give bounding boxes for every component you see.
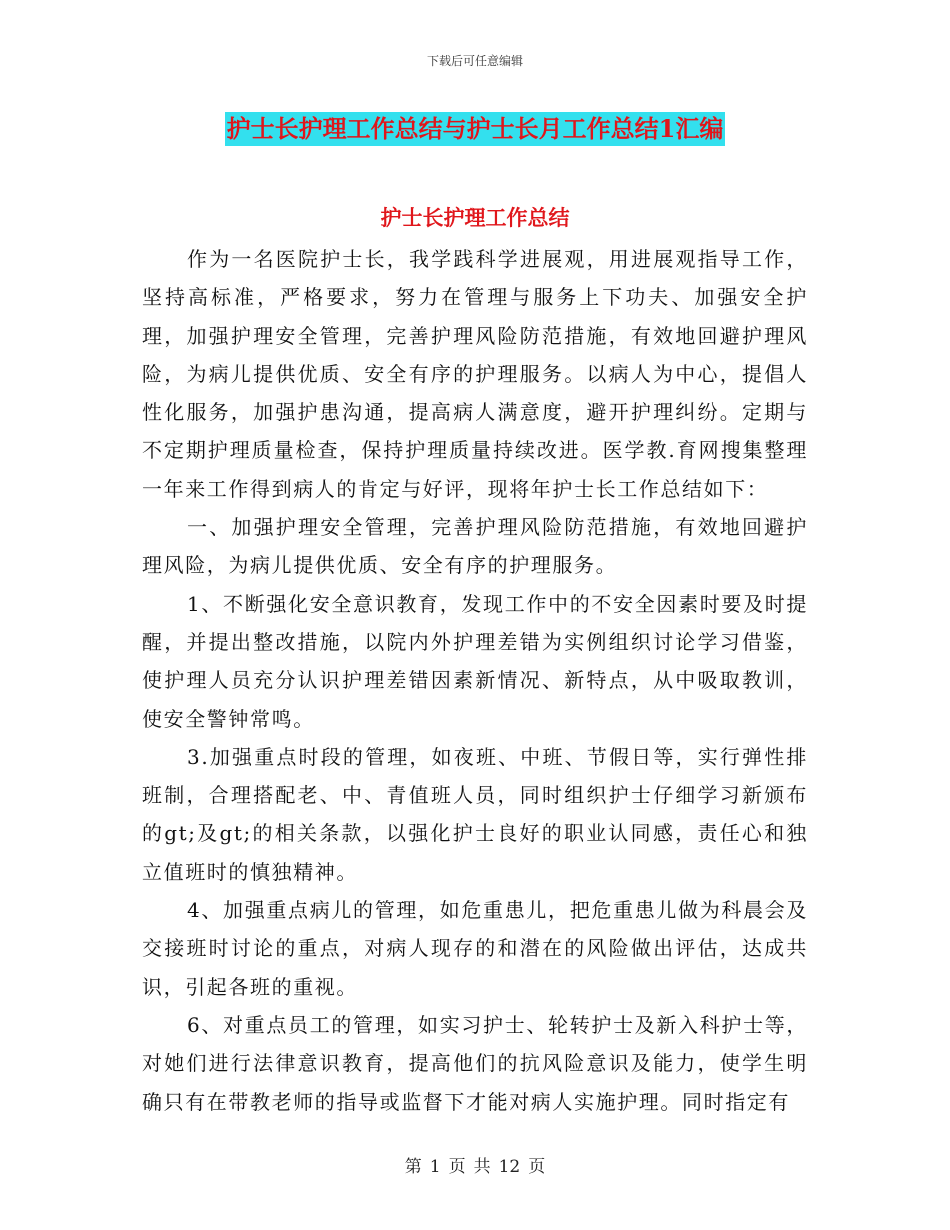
footer-page-number: 1 [429,1157,441,1177]
footer-page-mid: 页 [448,1157,466,1177]
page-header-note: 下载后可任意编辑 [426,54,523,68]
paragraph: 一、加强护理安全管理，完善护理风险防范措施，有效地回避护理风险，为病儿提供优质、安全有序的护理服务。 [142,515,808,578]
paragraph: 1、不断强化安全意识教育，发现工作中的不安全因素时要及时提醒，并提出整改措施，以院内外护理差错为实例组织讨论学习借鉴，使护理人员充分认识护理差错因素新情况、新特点，从中吸取教训，使安全警钟常鸣。 [142,591,808,731]
paragraph: 3.加强重点时段的管理，如夜班、中班、节假日等，实行弹性排班制，合理搭配老、中、青值班人员，同时组织护士仔细学习新颁布的gt;及gt;的相关条款，以强化护士良好的职业认同感，责任心和独立值班时的慎独精神。 [142,744,808,884]
paragraph: 6、对重点员工的管理，如实习护士、轮转护士及新入科护士等，对她们进行法律意识教育，提高他们的抗风险意识及能力，使学生明确只有在带教老师的指导或监督下才能对病人实施护理。同时指定有 [142,1012,808,1114]
footer-total-suffix: 页 [528,1157,546,1177]
paragraph: 作为一名医院护士长，我学践科学进展观，用进展观指导工作，坚持高标准，严格要求，努力在管理与服务上下功夫、加强安全护理，加强护理安全管理，完善护理风险防范措施，有效地回避护理风险，为病儿提供优质、安全有序的护理服务。以病人为中心，提倡人性化服务，加强护患沟通，提高病人满意度，避开护理纠纷。定期与不定期护理质量检查，保持护理质量持续改进。医学教.育网搜集整理一年来工作得到病人的肯定与好评，现将年护士长工作总结如下： [142,247,808,501]
paragraph: 4、加强重点病儿的管理，如危重患儿，把危重患儿做为科晨会及交接班时讨论的重点，对病人现存的和潜在的风险做出评估，达成共识，引起各班的重视。 [142,898,808,999]
document-title: 护士长护理工作总结与护士长月工作总结1汇编 [225,112,726,146]
page-footer [0,1152,950,1177]
footer-total-prefix: 共 [473,1157,491,1177]
document-title-container [0,112,950,146]
document-body [142,240,808,1121]
footer-total-pages: 12 [498,1157,521,1177]
footer-page-prefix: 第 [404,1157,422,1177]
section-title: 护士长护理工作总结 [380,205,570,230]
